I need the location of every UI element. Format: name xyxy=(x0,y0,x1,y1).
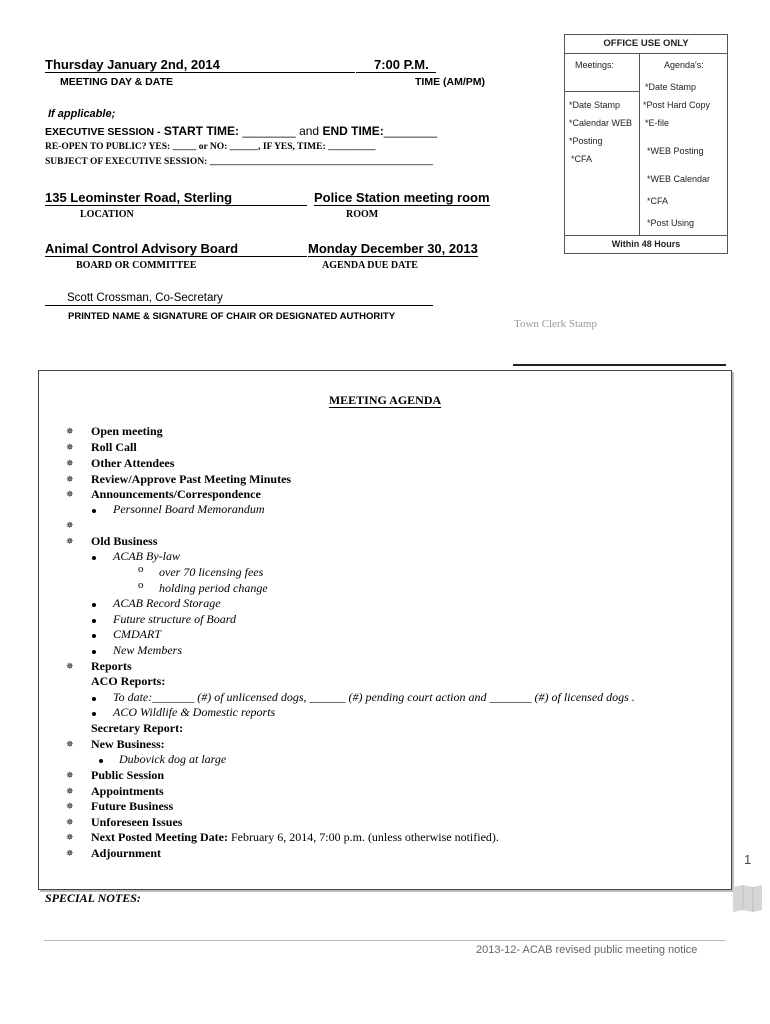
agendas-item: *Post Hard Copy xyxy=(643,100,711,110)
agenda-item: Reports xyxy=(91,659,132,673)
town-clerk-stamp: Town Clerk Stamp xyxy=(514,318,597,330)
dot-icon xyxy=(92,603,96,607)
room-label: ROOM xyxy=(346,209,379,220)
next-meeting-value: February 6, 2014, 7:00 p.m. (unless otherwise notified). xyxy=(227,830,499,844)
start-time-value: ________ xyxy=(242,124,296,138)
agenda-item: Old Business xyxy=(91,534,158,548)
agendas-item: *Date Stamp xyxy=(645,82,697,92)
bullet-icon: ✵ xyxy=(66,802,74,812)
bullet-icon: ✵ xyxy=(66,740,74,750)
agenda-item: ACO Reports: xyxy=(91,674,166,688)
and-label: and xyxy=(299,124,320,138)
signer-name: Scott Crossman, Co-Secretary xyxy=(67,292,223,304)
agendas-item: *WEB Posting xyxy=(647,146,704,156)
meetings-item: *Date Stamp xyxy=(569,100,621,110)
agenda-subitem: ACAB By-law xyxy=(113,549,180,563)
agenda-due-label: AGENDA DUE DATE xyxy=(322,260,418,271)
agenda-item: Other Attendees xyxy=(91,456,175,470)
agendas-header: Agenda's: xyxy=(664,60,704,70)
agenda-box xyxy=(38,370,732,890)
bullet-icon: ✵ xyxy=(66,475,74,485)
bullet-icon: ✵ xyxy=(66,771,74,781)
exec-session-label: EXECUTIVE SESSION - xyxy=(45,126,161,138)
if-applicable: If applicable; xyxy=(48,108,116,120)
agenda-subitem: Future structure of Board xyxy=(113,612,236,626)
agenda-item: Adjournment xyxy=(91,846,162,860)
agenda-item: New Business: xyxy=(91,737,165,751)
agenda-item: Secretary Report: xyxy=(91,721,184,735)
page-number: 1 xyxy=(744,852,752,867)
start-time-label: START TIME: xyxy=(163,124,239,138)
agenda-subsubitem: over 70 licensing fees xyxy=(159,565,264,579)
bullet-icon: ✵ xyxy=(66,427,74,437)
end-time-value: ________ xyxy=(383,124,438,138)
bullet-icon: ✵ xyxy=(66,833,74,843)
bullet-icon: ✵ xyxy=(66,662,74,672)
agenda-due-value: Monday December 30, 2013 xyxy=(308,241,478,256)
room-value: Police Station meeting room xyxy=(314,190,490,205)
location-value: 135 Leominster Road, Sterling xyxy=(45,190,307,206)
agenda-title: MEETING AGENDA xyxy=(328,393,442,407)
office-use-footer: Within 48 Hours xyxy=(611,239,681,249)
board-value: Animal Control Advisory Board xyxy=(45,241,307,257)
agenda-subitem: CMDART xyxy=(113,627,161,641)
agenda-item-next-meeting xyxy=(91,830,499,845)
next-meeting-label: Next Posted Meeting Date: xyxy=(91,830,228,844)
dot-icon xyxy=(99,759,103,763)
agenda-item: Review/Approve Past Meeting Minutes xyxy=(91,472,292,486)
meeting-time: 7:00 P.M. xyxy=(374,57,429,72)
agenda-item: Unforeseen Issues xyxy=(91,815,183,829)
footer-rule xyxy=(44,940,726,941)
bullet-icon: ✵ xyxy=(66,818,74,828)
footer-text: 2013-12- ACAB revised public meeting notice xyxy=(476,944,698,956)
agenda-item: Future Business xyxy=(91,799,174,813)
bullet-icon: ✵ xyxy=(66,521,74,531)
dot-icon xyxy=(92,650,96,654)
meeting-date: Thursday January 2nd, 2014 xyxy=(45,57,355,73)
bullet-icon: ✵ xyxy=(66,537,74,547)
circle-icon: o xyxy=(138,563,144,575)
agenda-subsubitem: holding period change xyxy=(159,581,268,595)
agenda-subitem: ACAB Record Storage xyxy=(113,596,221,610)
agenda-subitem: Dubovick dog at large xyxy=(119,752,227,766)
agenda-subitem: ACO Wildlife & Domestic reports xyxy=(113,705,276,719)
agenda-item: Appointments xyxy=(91,784,164,798)
stamp-line xyxy=(513,364,726,366)
bullet-icon: ✵ xyxy=(66,849,74,859)
bullet-icon: ✵ xyxy=(66,459,74,469)
agenda-item: Announcements/Correspondence xyxy=(91,487,261,501)
agendas-item: *Post Using xyxy=(647,218,695,228)
agenda-subitem: New Members xyxy=(113,643,182,657)
signer-underline xyxy=(45,305,433,306)
reopen-line: RE-OPEN TO PUBLIC? YES: _____ or NO: ______, IF YES, TIME: __________ xyxy=(45,142,376,152)
bullet-icon: ✵ xyxy=(66,787,74,797)
dot-icon xyxy=(92,556,96,560)
dot-icon xyxy=(92,712,96,716)
executive-session-line xyxy=(45,124,437,138)
dot-icon xyxy=(92,509,96,513)
meetings-item: *Calendar WEB xyxy=(569,118,633,128)
dot-icon xyxy=(92,634,96,638)
agenda-item: Open meeting xyxy=(91,424,163,438)
agendas-item: *CFA xyxy=(647,196,669,206)
meetings-item: *Posting xyxy=(569,136,603,146)
agenda-item: Roll Call xyxy=(91,440,137,454)
agendas-item: *E-file xyxy=(645,118,670,128)
circle-icon: o xyxy=(138,579,144,591)
dot-icon xyxy=(92,697,96,701)
bullet-icon: ✵ xyxy=(66,443,74,453)
location-label: LOCATION xyxy=(80,209,134,220)
agenda-item: Public Session xyxy=(91,768,165,782)
subject-line: SUBJECT OF EXECUTIVE SESSION: _______________________________________________ xyxy=(45,157,433,167)
meeting-date-label: MEETING DAY & DATE xyxy=(60,76,173,88)
agendas-item: *WEB Calendar xyxy=(647,174,711,184)
office-use-title: OFFICE USE ONLY xyxy=(565,35,727,54)
end-time-label: END TIME: xyxy=(322,124,384,138)
board-label: BOARD OR COMMITTEE xyxy=(76,260,197,271)
agenda-subitem: Personnel Board Memorandum xyxy=(113,502,265,516)
special-notes: SPECIAL NOTES: xyxy=(45,891,141,905)
page-curl-icon xyxy=(731,884,763,914)
dot-icon xyxy=(92,619,96,623)
agenda-subitem: To date:_______ (#) of unlicensed dogs, ______ (#) pending court action and _______ (#) of licensed dogs . xyxy=(113,690,635,704)
office-use-box xyxy=(564,34,728,254)
meetings-header: Meetings: xyxy=(575,60,615,70)
signer-label: PRINTED NAME & SIGNATURE OF CHAIR OR DESIGNATED AUTHORITY xyxy=(68,311,396,322)
time-label: TIME (AM/PM) xyxy=(415,76,485,88)
time-underline xyxy=(356,72,436,73)
meetings-item: *CFA xyxy=(571,154,593,164)
bullet-icon: ✵ xyxy=(66,490,74,500)
